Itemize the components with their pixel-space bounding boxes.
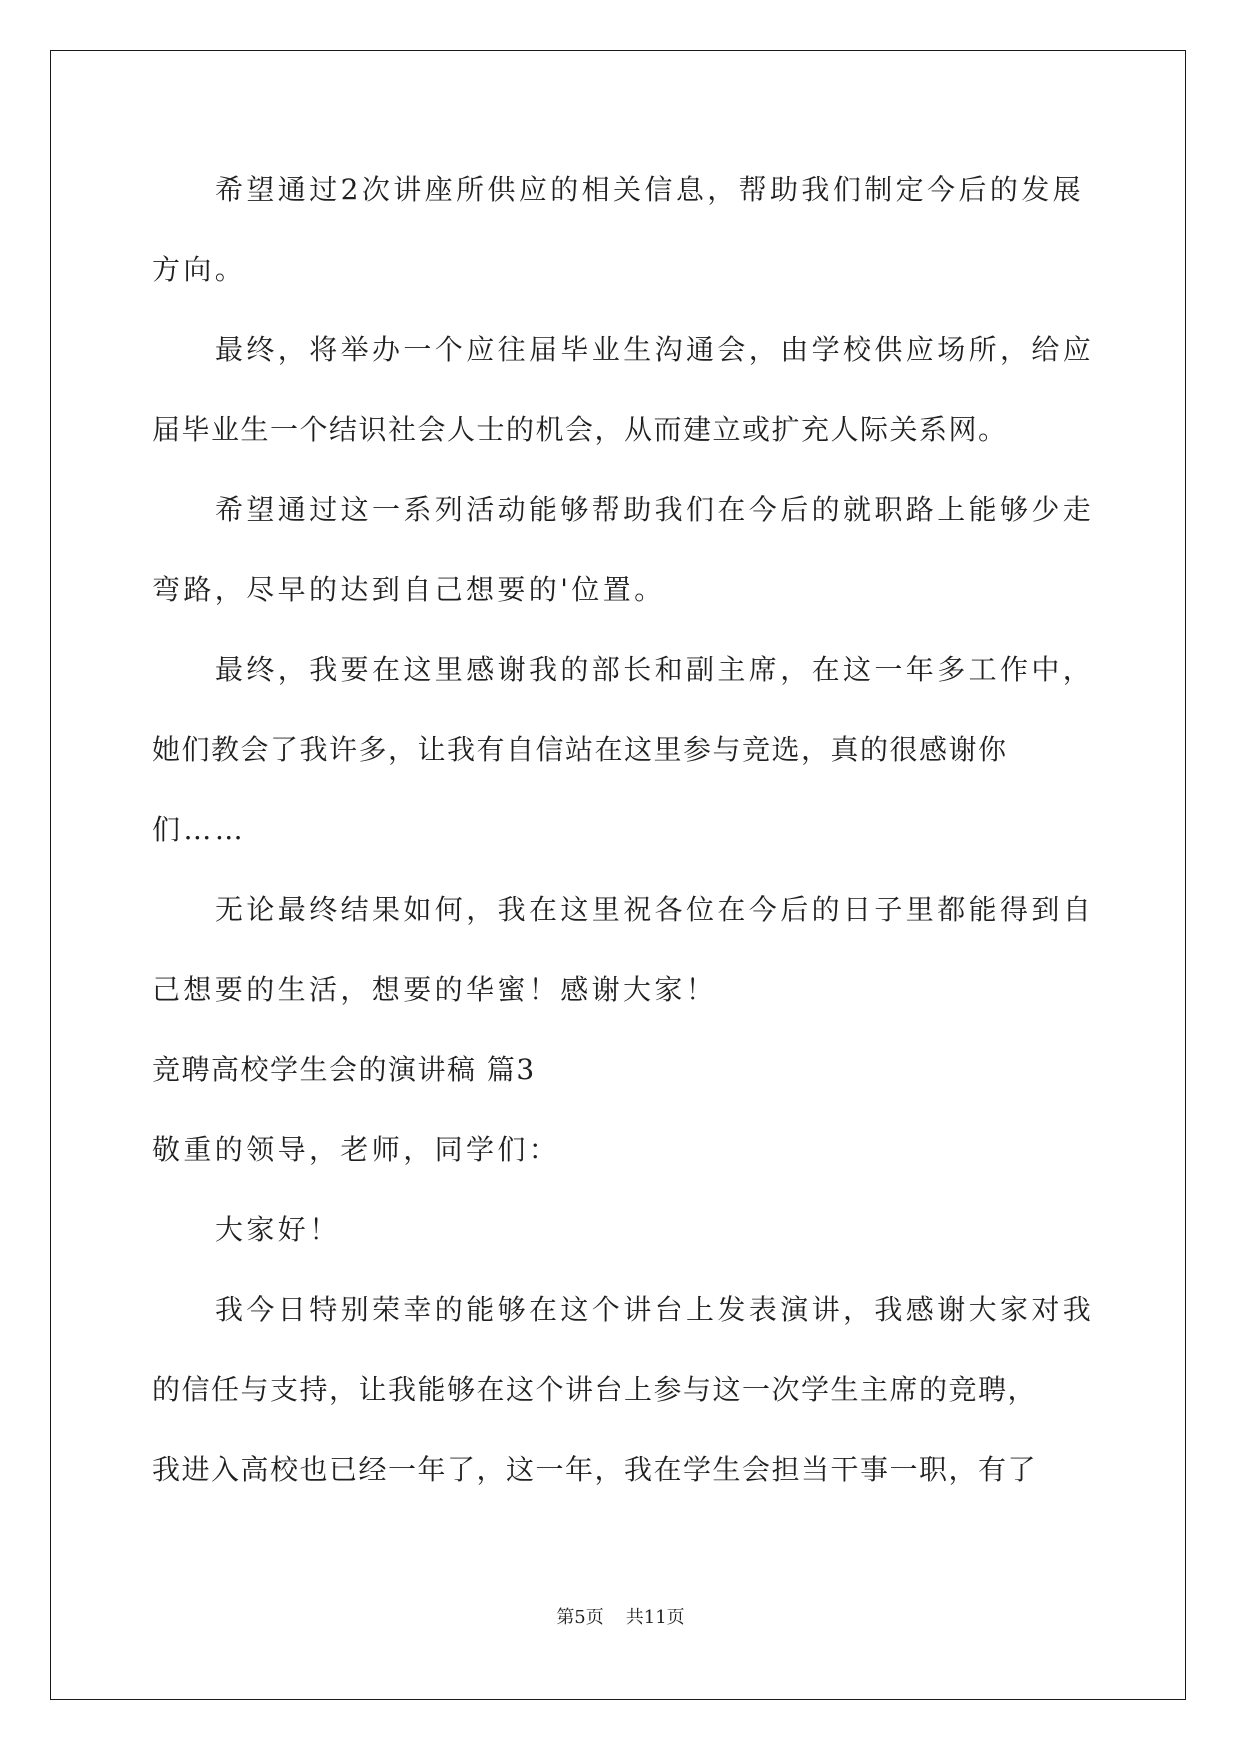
- paragraph-line: 希望通过2次讲座所供应的相关信息，帮助我们制定今后的发展: [215, 173, 1085, 206]
- paragraph-line: 她们教会了我许多，让我有自信站在这里参与竞选，真的很感谢你: [152, 733, 1008, 766]
- paragraph-line: 希望通过这一系列活动能够帮助我们在今后的就职路上能够少走: [215, 493, 1095, 526]
- section-heading: 竞聘高校学生会的演讲稿 篇3: [152, 1053, 536, 1086]
- paragraph-line: 最终，将举办一个应往届毕业生沟通会，由学校供应场所，给应: [215, 333, 1095, 366]
- paragraph-line: 们……: [152, 813, 247, 846]
- salutation: 敬重的领导，老师，同学们：: [152, 1133, 561, 1166]
- paragraph-line: 我今日特别荣幸的能够在这个讲台上发表演讲，我感谢大家对我: [215, 1293, 1095, 1326]
- paragraph-line: 最终，我要在这里感谢我的部长和副主席，在这一年多工作中，: [215, 653, 1095, 686]
- paragraph-line: 无论最终结果如何，我在这里祝各位在今后的日子里都能得到自: [215, 893, 1095, 926]
- paragraph-line: 届毕业生一个结识社会人士的机会，从而建立或扩充人际关系网。: [152, 413, 1008, 446]
- page-footer: [0, 1603, 1241, 1629]
- page-total: 共11页: [625, 1607, 685, 1628]
- greeting: 大家好！: [215, 1213, 341, 1246]
- paragraph-line: 己想要的生活，想要的华蜜！感谢大家！: [152, 973, 718, 1006]
- paragraph-line: 弯路，尽早的达到自己想要的'位置。: [152, 573, 666, 606]
- paragraph-line: 方向。: [152, 253, 247, 286]
- paragraph-line: 的信任与支持，让我能够在这个讲台上参与这一次学生主席的竞聘，: [152, 1373, 1038, 1406]
- paragraph-line: 我进入高校也已经一年了，这一年，我在学生会担当干事一职，有了: [152, 1453, 1038, 1486]
- page-number: 第5页: [556, 1607, 604, 1628]
